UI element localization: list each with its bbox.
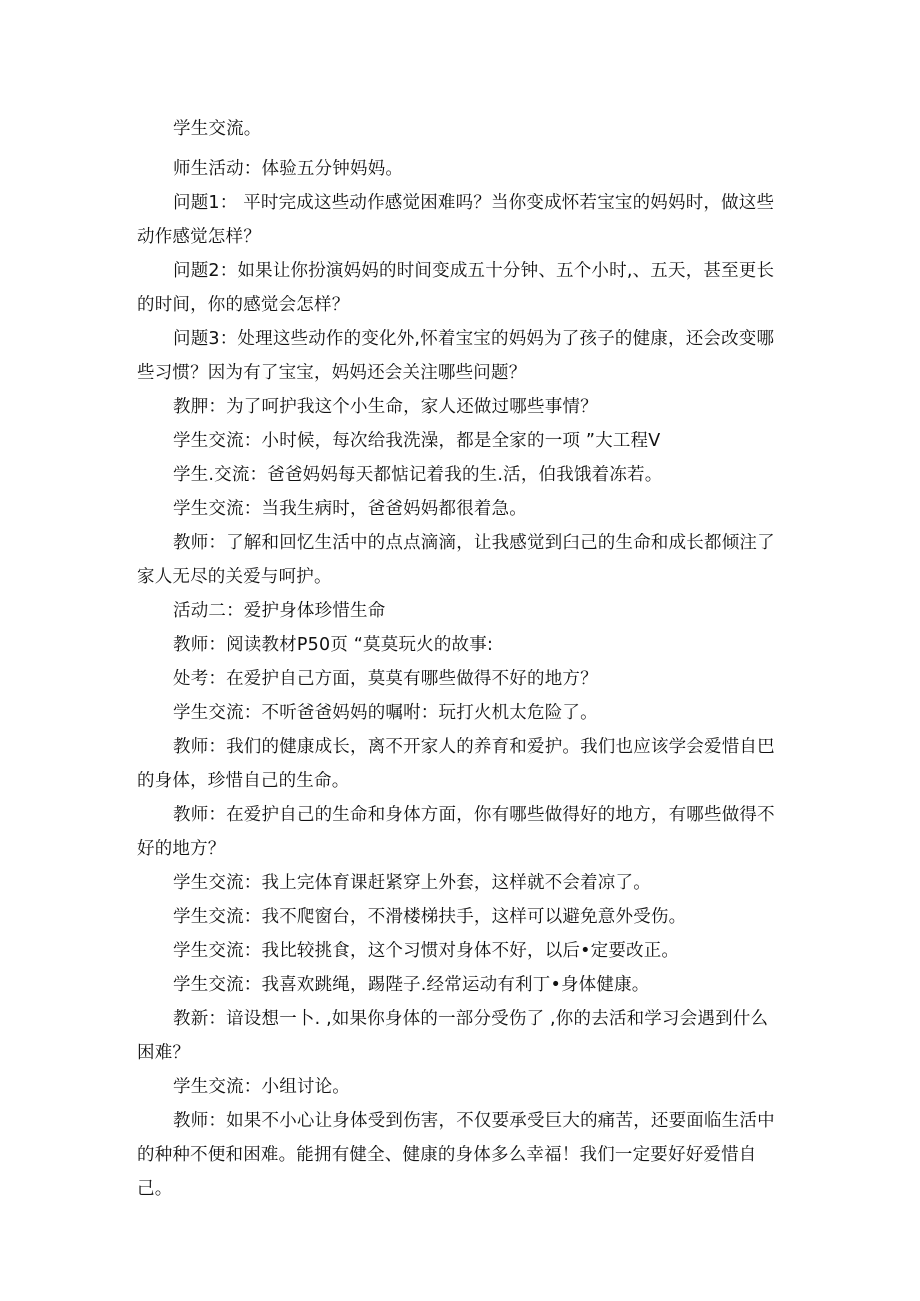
- paragraph: 问题1： 平时完成这些动作感觉困难吗？当你变成怀若宝宝的妈妈时，做这些动作感觉怎样？: [137, 193, 775, 247]
- paragraph: 处考：在爱护自己方面，莫莫有哪些做得不好的地方？: [173, 669, 598, 689]
- paragraph: 问题2：如果让你扮演妈妈的时间变成五十分钟、五个小时,、五天，甚至更长的时间，你的感觉会怎样？: [137, 261, 775, 315]
- paragraph: 学生交流：当我生病时，爸爸妈妈都很着急。: [173, 499, 527, 519]
- paragraph: 教师：我们的健康成长，离不开家人的养育和爱护。我们也应该学会爱惜自巴的身体，珍惜自己的生命。: [137, 737, 775, 791]
- paragraph: 学生交流：我不爬窗台，不滑楼梯扶手，这样可以避免意外受伤。: [173, 907, 687, 927]
- document-body: [137, 112, 785, 1206]
- paragraph: 师生活动：体验五分钟妈妈。: [173, 159, 404, 179]
- paragraph: 学生交流：我比较挑食，这个习惯对身体不好，以后•定要改正。: [173, 941, 680, 961]
- paragraph: 学生交流。: [173, 119, 262, 139]
- paragraph: 教师：阅读教材P50页 “莫莫玩火的故事:: [173, 635, 494, 655]
- paragraph: 活动二：爱护身体珍惜生命: [173, 601, 386, 621]
- paragraph: 教师：了解和回忆生活中的点点滴滴，让我感觉到臼己的生命和成长都倾注了家人无尽的关爱与呵护。: [137, 533, 775, 587]
- paragraph: 学生交流：我上完体育课赶紧穿上外套，这样就不会着凉了。: [173, 873, 651, 893]
- paragraph: 学生交流：小组讨论。: [173, 1077, 350, 1097]
- paragraph: 教新：谙设想一卜. ,如果你身体的一部分受伤了 ,你的去活和学习会遇到什么困难？: [137, 1009, 769, 1063]
- paragraph: 学生交流：不听爸爸妈妈的嘱咐：玩打火机太危险了。: [173, 703, 598, 723]
- paragraph: 问题3：处理这些动作的变化外,怀着宝宝的妈妈为了孩子的健康，还会改变哪些习惯？因为有了宝宝，妈妈还会关注哪些问题？: [137, 329, 775, 383]
- paragraph: 教师：如果不小心让身体受到伤害，不仅要承受巨大的痛苦，还要面临生活中的种种不便和困难。能拥有健全、健康的身体多么幸福！我们一定要好好爱惜自己。: [137, 1111, 775, 1199]
- paragraph: 学生交流：我喜欢跳绳，踢陛子.经常运动有利丁•身体健康。: [173, 975, 650, 995]
- paragraph: 学生交流：小时候，每次给我洗澡，都是全家的一项 ”大工程V: [173, 431, 661, 451]
- paragraph: 教师：在爱护自己的生命和身体方面，你有哪些做得好的地方，有哪些做得不好的地方？: [137, 805, 775, 859]
- paragraph: 学生.交流：爸爸妈妈每天都惦记着我的生.活，伯我饿着冻若。: [173, 465, 663, 485]
- paragraph: 教胛：为了呵护我这个小生命，家人还做过哪些事情？: [173, 397, 598, 417]
